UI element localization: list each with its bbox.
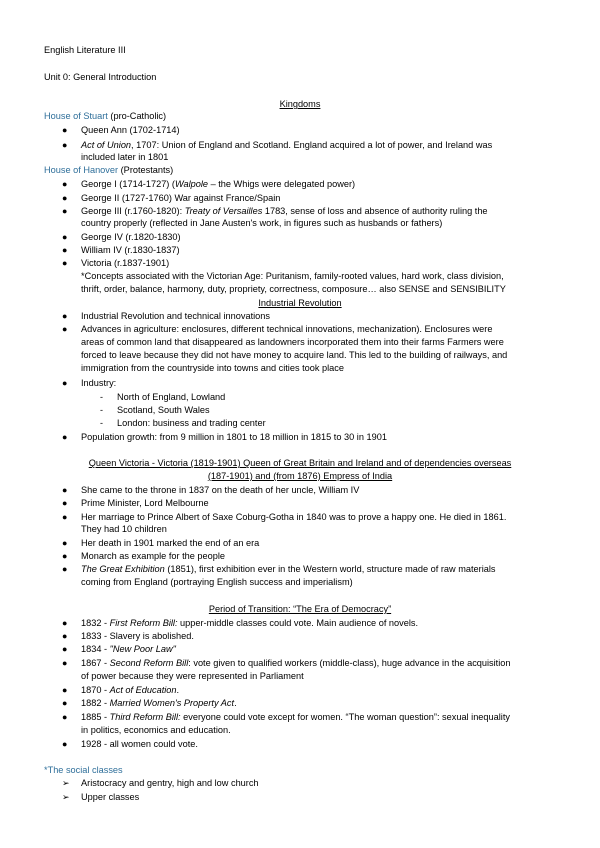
list-item <box>81 563 495 575</box>
list-item-text: 1834 - <box>81 644 110 654</box>
bullet-icon: ● <box>62 685 68 695</box>
dash-icon: - <box>100 405 103 415</box>
bullet-icon: ● <box>62 564 68 574</box>
list-item-text: George I (1714-1727) ( <box>81 179 175 189</box>
bullet-icon: ● <box>62 179 68 189</box>
list-item: She came to the throne in 1837 on the death of her uncle, William IV <box>81 485 360 495</box>
bullet-icon: ● <box>62 125 68 135</box>
list-item: William IV (r.1830-1837) <box>81 245 180 255</box>
list-item <box>81 711 510 723</box>
list-item: Queen Ann (1702-1714) <box>81 125 180 135</box>
list-item: Her death in 1901 marked the end of an era <box>81 538 260 548</box>
list-item-continuation: in politics, economics and education. <box>81 725 231 735</box>
list-item-continuation: of power because they were represented in Parliament <box>81 671 304 681</box>
bullet-icon: ● <box>62 658 68 668</box>
list-item-text: 1867 - <box>81 658 110 668</box>
list-item-text: – the Whigs were delegated power) <box>208 179 356 189</box>
bullet-icon: ● <box>62 193 68 203</box>
list-item-text: 1870 - <box>81 685 110 695</box>
list-item: George II (1727-1760) War against France/Spain <box>81 193 281 203</box>
list-item-text: 1882 - <box>81 698 110 708</box>
list-item-continuation: They had 10 children <box>81 524 167 534</box>
bullet-icon: ● <box>62 512 68 522</box>
arrow-bullet-icon: ➢ <box>62 792 70 802</box>
victorian-concepts: thrift, order, balance, harmony, duty, propriety, correctness, composure… also SENSE and SENSIBILITY <box>81 284 506 294</box>
list-item-continuation: country properly (reflected in Jane Austen's work, in figures such as husbands or fathers) <box>81 218 443 228</box>
industrial-revolution-heading: Industrial Revolution <box>258 298 342 308</box>
list-item-text: , 1707: Union of England and Scotland. England acquired a lot of power, and Ireland was <box>131 140 493 150</box>
course-title: English Literature III <box>44 45 126 55</box>
list-item: Aristocracy and gentry, high and low church <box>81 778 259 788</box>
list-item-text: . <box>176 685 180 695</box>
list-item: Monarch as example for the people <box>81 551 226 561</box>
list-item <box>81 643 176 655</box>
sub-list-item: Scotland, South Wales <box>117 405 210 415</box>
list-item-continuation: immigration from the countryside into towns and cities took place <box>81 363 344 373</box>
list-item <box>81 178 355 190</box>
list-item <box>81 617 418 629</box>
bullet-icon: ● <box>62 712 68 722</box>
list-item-text: 1885 - <box>81 712 110 722</box>
house-hanover-heading <box>44 164 173 176</box>
period-transition-heading: Period of Transition: “The Era of Democracy” <box>208 604 392 614</box>
bullet-icon: ● <box>62 485 68 495</box>
list-item: Population growth: from 9 million in 1801 to 18 million in 1815 to 30 in 1901 <box>81 432 387 442</box>
list-item: Advances in agriculture: enclosures, different technical innovations, mechanization). Enclosures were <box>81 324 493 334</box>
list-item: Her marriage to Prince Albert of Saxe Coburg-Gotha in 1840 was to prove a happy one. He died in 1861. <box>81 512 507 522</box>
list-item-text: : vote given to qualified workers (middle-class), huge advance in the acquisition <box>188 658 511 668</box>
list-item-emphasis: First Reform Bill: <box>109 618 178 628</box>
sub-list-item: London: business and trading center <box>117 418 266 428</box>
list-item-emphasis: Act of Education <box>109 685 177 695</box>
list-item-continuation: forced to leave because they did not have money to acquire land. This led to the building of railways, and <box>81 350 508 360</box>
bullet-icon: ● <box>62 378 68 388</box>
list-item <box>81 684 179 696</box>
list-item-continuation: areas of common land that disappeared as landowners incorporated them into their farms Farmers were <box>81 337 504 347</box>
list-item-text: . <box>234 698 237 708</box>
social-classes-heading: *The social classes <box>44 765 123 775</box>
list-item-text: (1851), first exhibition ever in the Western world, structure made of raw materials <box>164 564 496 574</box>
list-item <box>81 657 511 669</box>
bullet-icon: ● <box>62 551 68 561</box>
list-item-text: everyone could vote except for women. “The woman question”: sexual inequality <box>180 712 510 722</box>
list-item-text: upper-middle classes could vote. Main audience of novels. <box>177 618 419 628</box>
list-item: Prime Minister, Lord Melbourne <box>81 498 209 508</box>
dash-icon: - <box>100 418 103 428</box>
bullet-icon: ● <box>62 140 68 150</box>
dash-icon: - <box>100 392 103 402</box>
bullet-icon: ● <box>62 498 68 508</box>
list-item <box>81 205 488 217</box>
list-item-text: 1783, sense of loss and absence of authority ruling the <box>262 206 488 216</box>
bullet-icon: ● <box>62 206 68 216</box>
list-item-emphasis: Second Reform Bill <box>109 658 189 668</box>
house-hanover-note: (Protestants) <box>120 165 174 175</box>
bullet-icon: ● <box>62 698 68 708</box>
list-item-emphasis: Walpole <box>174 179 209 189</box>
list-item-text: George III (r.1760-1820): <box>81 206 185 216</box>
unit-title: Unit 0: General Introduction <box>44 72 157 82</box>
list-item-text: 1832 - <box>81 618 110 628</box>
list-item: 1928 - all women could vote. <box>81 739 198 749</box>
house-stuart-note: (pro-Catholic) <box>110 111 167 121</box>
list-item: Industrial Revolution and technical innovations <box>81 311 270 321</box>
bullet-icon: ● <box>62 631 68 641</box>
queen-victoria-heading-cont: (187-1901) and (from 1876) Empress of India <box>207 471 393 481</box>
list-item: 1833 - Slavery is abolished. <box>81 631 194 641</box>
victorian-concepts: *Concepts associated with the Victorian Age: Puritanism, family-rooted values, hard work, class division, <box>81 271 504 281</box>
house-stuart-heading <box>44 110 166 122</box>
house-hanover-name: House of Hanover <box>44 165 119 175</box>
list-item-continuation: coming from England (portraying English success and imperialism) <box>81 577 353 587</box>
bullet-icon: ● <box>62 311 68 321</box>
list-item-continuation: included later in 1801 <box>81 152 169 162</box>
bullet-icon: ● <box>62 538 68 548</box>
list-item-emphasis: "New Poor Law" <box>109 644 176 654</box>
list-item-emphasis: Third Reform Bill: <box>109 712 181 722</box>
bullet-icon: ● <box>62 739 68 749</box>
list-item <box>81 697 237 709</box>
bullet-icon: ● <box>62 245 68 255</box>
bullet-icon: ● <box>62 432 68 442</box>
queen-victoria-heading: Queen Victoria - Victoria (1819-1901) Queen of Great Britain and Ireland and of dependencies overseas <box>88 458 512 468</box>
bullet-icon: ● <box>62 258 68 268</box>
act-of-union-title: Act of Union <box>81 140 132 150</box>
bullet-icon: ● <box>62 232 68 242</box>
bullet-icon: ● <box>62 324 68 334</box>
list-item: Victoria (r.1837-1901) <box>81 258 170 268</box>
sub-list-item: North of England, Lowland <box>117 392 226 402</box>
bullet-icon: ● <box>62 644 68 654</box>
arrow-bullet-icon: ➢ <box>62 778 70 788</box>
list-item-emphasis: Treaty of Versailles <box>184 206 263 216</box>
list-item: Upper classes <box>81 792 140 802</box>
list-item: Industry: <box>81 378 117 388</box>
bullet-icon: ● <box>62 618 68 628</box>
kingdoms-heading: Kingdoms <box>279 99 321 109</box>
list-item: George IV (r.1820-1830) <box>81 232 181 242</box>
great-exhibition-title: The Great Exhibition <box>81 564 165 574</box>
list-item <box>81 139 492 151</box>
list-item-emphasis: Married Women's Property Act <box>109 698 235 708</box>
house-stuart-name: House of Stuart <box>44 111 108 121</box>
